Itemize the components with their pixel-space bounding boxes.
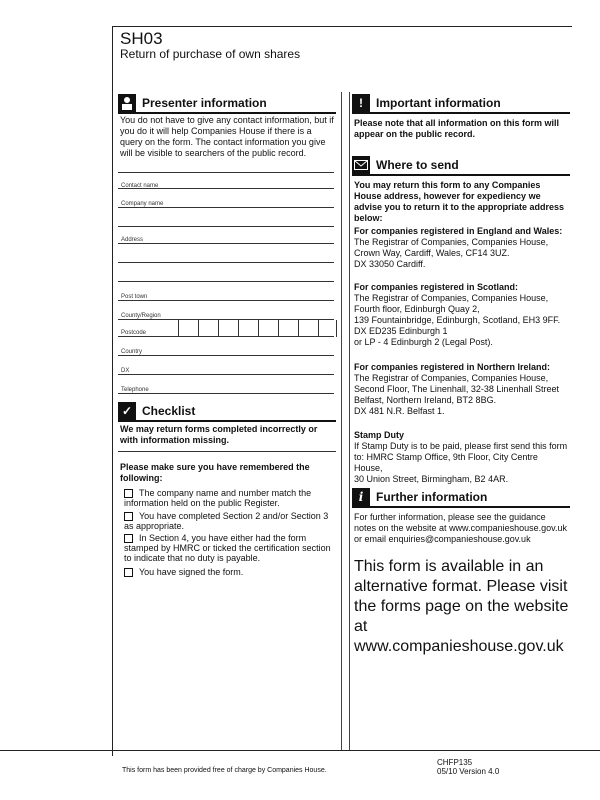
checklist-item: In Section 4, you have either had the form stamped by HMRC or ticked the certification section to indicate that no duty is payable. bbox=[124, 533, 331, 564]
presenter-intro: You do not have to give any contact information, but if you do it will help Companies House if there is a query on the form. The contact information you give will be visible to searchers of the public record. bbox=[120, 115, 334, 158]
footer-version: 05/10 Version 4.0 bbox=[437, 767, 500, 776]
field-address[interactable]: Address bbox=[118, 227, 334, 244]
presenter-title: Presenter information bbox=[142, 96, 267, 110]
northern-ireland-address: For companies registered in Northern Ireland: The Registrar of Companies, Companies House, Second Floor, The Linenhall, 32-38 Linenhall Street Belfast, Northern Ireland, BT2 8BG. DX 481 N.R. Belfast 1. bbox=[354, 362, 559, 416]
postcode-cell[interactable] bbox=[238, 320, 257, 337]
field-address-3[interactable] bbox=[118, 265, 334, 282]
left-rule bbox=[112, 26, 113, 756]
field-county[interactable]: County/Region bbox=[118, 303, 334, 320]
column-divider bbox=[349, 92, 350, 750]
person-icon bbox=[118, 94, 136, 112]
top-rule bbox=[112, 26, 572, 27]
presenter-heading bbox=[118, 94, 336, 114]
field-telephone[interactable]: Telephone bbox=[118, 377, 334, 394]
postcode-cell[interactable] bbox=[178, 320, 197, 337]
further-title: Further information bbox=[376, 490, 488, 504]
divider bbox=[118, 451, 336, 452]
footer-free-text: This form has been provided free of charge by Companies House. bbox=[122, 767, 327, 774]
important-text: Please note that all information on this form will appear on the public record. bbox=[354, 118, 560, 139]
postcode-cell[interactable] bbox=[278, 320, 297, 337]
further-heading bbox=[352, 488, 570, 508]
scotland-address: For companies registered in Scotland: The Registrar of Companies, Companies House, Fourth floor, Edinburgh Quay 2, 139 Fountainbridge, Edinburgh, Scotland, EH3 9FF. DX ED235 Edinburgh 1 or LP - 4 Edinburgh 2 (Legal Post). bbox=[354, 282, 561, 347]
info-icon: i bbox=[352, 488, 370, 506]
footer-chfp: CHFP135 bbox=[437, 758, 473, 767]
field-company-name-2[interactable] bbox=[118, 210, 334, 227]
checkmark-icon: ✓ bbox=[118, 402, 136, 420]
field-contact-name[interactable]: Contact name bbox=[118, 172, 334, 189]
checklist-heading bbox=[118, 402, 336, 422]
postcode-cell[interactable] bbox=[318, 320, 337, 337]
further-text: For further information, please see the guidance notes on the website at www.companieshouse.gov.uk or email enquiries@companieshouse.gov.uk bbox=[354, 512, 567, 544]
england-wales-address: For companies registered in England and Wales: The Registrar of Companies, Companies House, Crown Way, Cardiff, Wales, CF14 3UZ. DX 33050 Cardiff. bbox=[354, 226, 563, 269]
important-heading bbox=[352, 94, 570, 114]
field-post-town[interactable]: Post town bbox=[118, 284, 334, 301]
presenter-fields bbox=[118, 172, 336, 392]
stamp-duty: Stamp Duty If Stamp Duty is to be paid, please first send this form to: HMRC Stamp Office, 9th Floor, City Centre House, 30 Union Street, Birmingham, B2 4AR. bbox=[354, 430, 568, 484]
postcode-cell[interactable] bbox=[198, 320, 217, 337]
checklist-title: Checklist bbox=[142, 404, 196, 418]
important-title: Important information bbox=[376, 96, 501, 110]
checkbox[interactable] bbox=[124, 512, 133, 521]
checklist-item: The company name and number match the information held on the public Register. bbox=[124, 488, 312, 509]
envelope-icon bbox=[352, 156, 370, 174]
bottom-rule bbox=[0, 750, 600, 751]
checklist-warning: We may return forms completed incorrectly or with information missing. bbox=[120, 424, 318, 445]
form-title: Return of purchase of own shares bbox=[120, 47, 301, 61]
column-divider bbox=[341, 92, 342, 750]
alt-format-note: This form is available in an alternative format. Please visit the forms page on the website at www.companieshouse.gov.uk bbox=[354, 558, 569, 655]
postcode-cell[interactable] bbox=[298, 320, 317, 337]
postcode-cell[interactable] bbox=[258, 320, 277, 337]
where-intro: You may return this form to any Companies House address, however for expediency we advise you to return it to the appropriate address below: bbox=[354, 180, 565, 223]
field-address-2[interactable] bbox=[118, 246, 334, 263]
checkbox[interactable] bbox=[124, 534, 133, 543]
checklist-item: You have completed Section 2 and/or Section 3 as appropriate. bbox=[124, 511, 329, 532]
field-country[interactable]: Country bbox=[118, 339, 334, 356]
exclamation-icon: ! bbox=[352, 94, 370, 112]
field-postcode[interactable]: Postcode bbox=[118, 320, 334, 337]
where-title: Where to send bbox=[376, 158, 459, 172]
field-company-name[interactable]: Company name bbox=[118, 191, 334, 208]
field-dx[interactable]: DX bbox=[118, 358, 334, 375]
checklist-item: You have signed the form. bbox=[124, 567, 332, 577]
postcode-cell[interactable] bbox=[218, 320, 237, 337]
form-code: SH03 bbox=[120, 29, 163, 48]
checkbox[interactable] bbox=[124, 489, 133, 498]
where-heading bbox=[352, 156, 570, 176]
checklist-prompt: Please make sure you have remembered the following: bbox=[120, 462, 310, 483]
checkbox[interactable] bbox=[124, 568, 133, 577]
